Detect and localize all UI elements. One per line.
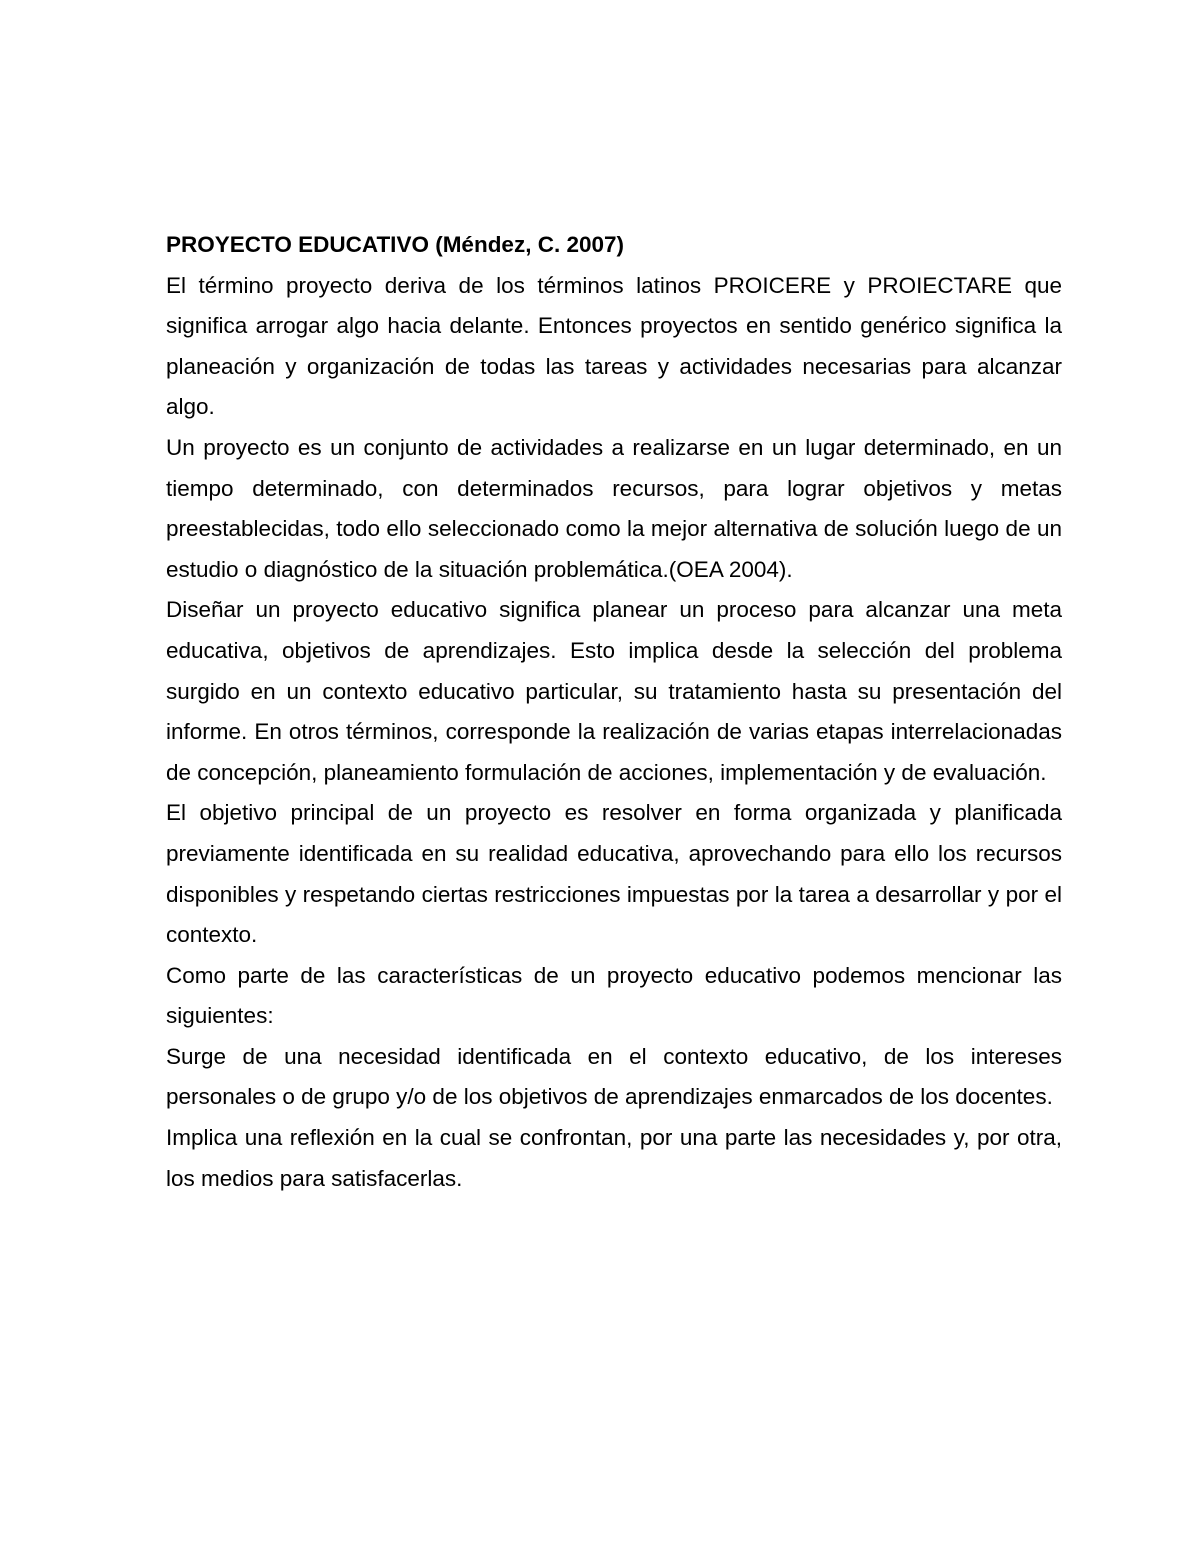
paragraph-caracteristicas-intro: Como parte de las características de un proyecto educativo podemos mencionar las siguientes: <box>166 962 1062 1029</box>
paragraph-objetivo-principal: El objetivo principal de un proyecto es resolver en forma organizada y planificada previamente identificada en su realidad educativa, aprovechando para ello los recursos disponibles y respetando ciertas restricciones impuestas por la tarea a desarrollar y por el contexto. <box>166 800 1062 948</box>
paragraph-implica-reflexion: Implica una reflexión en la cual se confrontan, por una parte las necesidades y, por otra, los medios para satisfacerlas. <box>166 1125 1062 1191</box>
paragraph-disenar-proyecto: Diseñar un proyecto educativo significa planear un proceso para alcanzar una meta educativa, objetivos de aprendizajes. Esto implica desde la selección del problema surgido en un contexto educativo particular, su tratamiento hasta su presentación del informe. En otros términos, corresponde la realización de varias etapas interrelacionadas de concepción, planeamiento formulación de acciones, implementación y de evaluación. <box>166 597 1062 785</box>
document-title: PROYECTO EDUCATIVO (Méndez, C. 2007) <box>166 232 624 257</box>
document-body <box>166 225 1062 1199</box>
paragraph-surge-necesidad: Surge de una necesidad identificada en el contexto educativo, de los intereses personales o de grupo y/o de los objetivos de aprendizajes enmarcados de los docentes. <box>166 1043 1062 1110</box>
paragraph-definicion-proyecto: Un proyecto es un conjunto de actividades a realizarse en un lugar determinado, en un tiempo determinado, con determinados recursos, para lograr objetivos y metas preestablecidas, todo ello seleccionado como la mejor alternativa de solución luego de un estudio o diagnóstico de la situación problemática.(OEA 2004). <box>166 434 1062 582</box>
paragraph-termino-proyecto: El término proyecto deriva de los términos latinos PROICERE y PROIECTARE que significa arrogar algo hacia delante. Entonces proyectos en sentido genérico significa la planeación y organización de todas las tareas y actividades necesarias para alcanzar algo. <box>166 272 1062 420</box>
